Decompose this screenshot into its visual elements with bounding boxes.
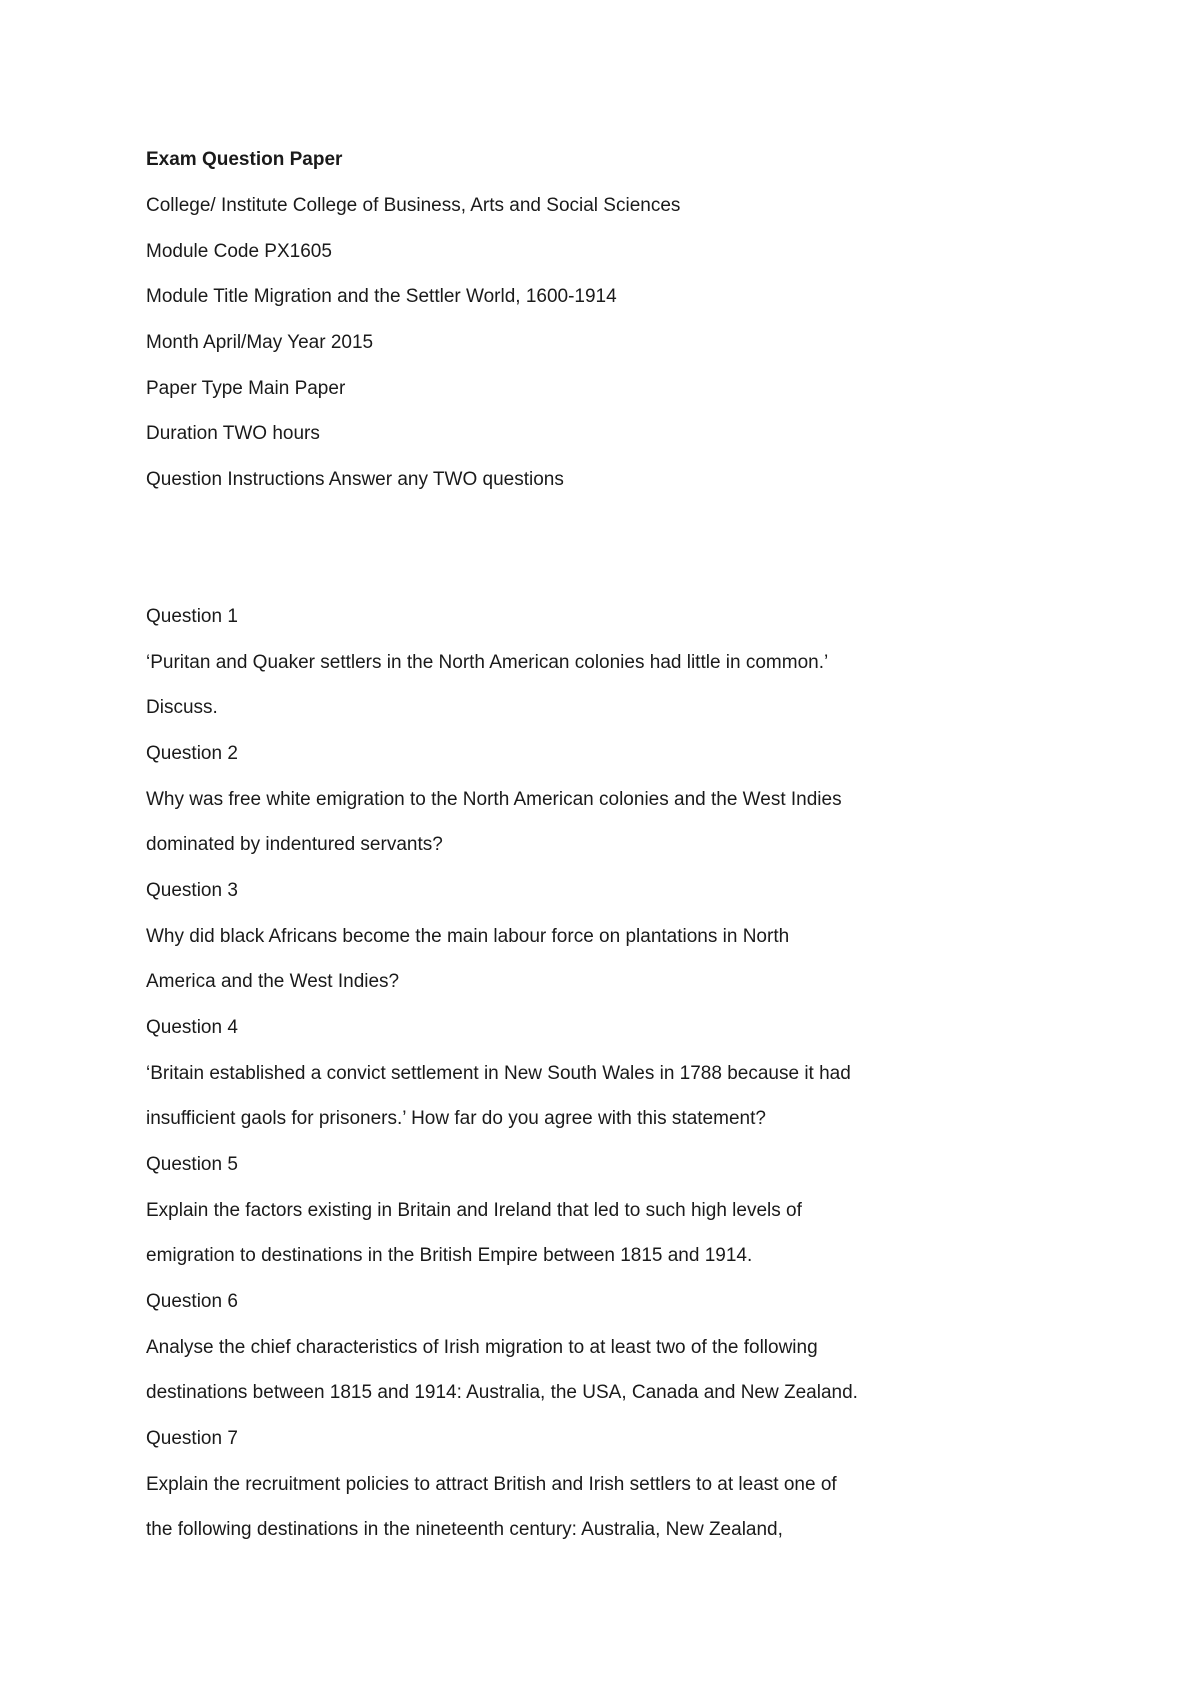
paper-type-line: Paper Type Main Paper [146, 378, 346, 399]
module-title-line: Module Title Migration and the Settler World, 1600-1914 [146, 286, 617, 307]
question-5-label: Question 5 [146, 1154, 238, 1175]
question-3-label: Question 3 [146, 880, 238, 901]
question-1-label: Question 1 [146, 606, 238, 627]
question-3-text-line-2: America and the West Indies? [146, 971, 400, 992]
question-2-label: Question 2 [146, 743, 238, 764]
question-6-text-line-1: Analyse the chief characteristics of Irish migration to at least two of the following [146, 1337, 818, 1358]
question-3-text-line-1: Why did black Africans become the main labour force on plantations in North [146, 926, 790, 947]
question-5-text-line-1: Explain the factors existing in Britain and Ireland that led to such high levels of [146, 1200, 802, 1221]
question-2-text-line-2: dominated by indentured servants? [146, 834, 443, 855]
question-7-label: Question 7 [146, 1428, 238, 1449]
question-4-text-line-1: ‘Britain established a convict settlement in New South Wales in 1788 because it had [146, 1063, 851, 1084]
instructions-line: Question Instructions Answer any TWO questions [146, 469, 564, 490]
month-year-line: Month April/May Year 2015 [146, 332, 374, 353]
question-5-text-line-2: emigration to destinations in the British Empire between 1815 and 1914. [146, 1245, 753, 1266]
question-6-text-line-2: destinations between 1815 and 1914: Australia, the USA, Canada and New Zealand. [146, 1382, 858, 1403]
module-code-line: Module Code PX1605 [146, 241, 332, 262]
question-1-text-line-1: ‘Puritan and Quaker settlers in the North American colonies had little in common.’ [146, 652, 829, 673]
question-6-label: Question 6 [146, 1291, 238, 1312]
question-4-label: Question 4 [146, 1017, 238, 1038]
question-7-text-line-2: the following destinations in the nineteenth century: Australia, New Zealand, [146, 1519, 783, 1540]
question-2-text-line-1: Why was free white emigration to the North American colonies and the West Indies [146, 789, 842, 810]
question-1-text-line-2: Discuss. [146, 697, 218, 718]
question-4-text-line-2: insufficient gaols for prisoners.’ How far do you agree with this statement? [146, 1108, 766, 1129]
question-7-text-line-1: Explain the recruitment policies to attract British and Irish settlers to at least one of [146, 1474, 837, 1495]
duration-line: Duration TWO hours [146, 423, 320, 444]
college-line: College/ Institute College of Business, Arts and Social Sciences [146, 195, 681, 216]
paper-title: Exam Question Paper [146, 149, 343, 170]
